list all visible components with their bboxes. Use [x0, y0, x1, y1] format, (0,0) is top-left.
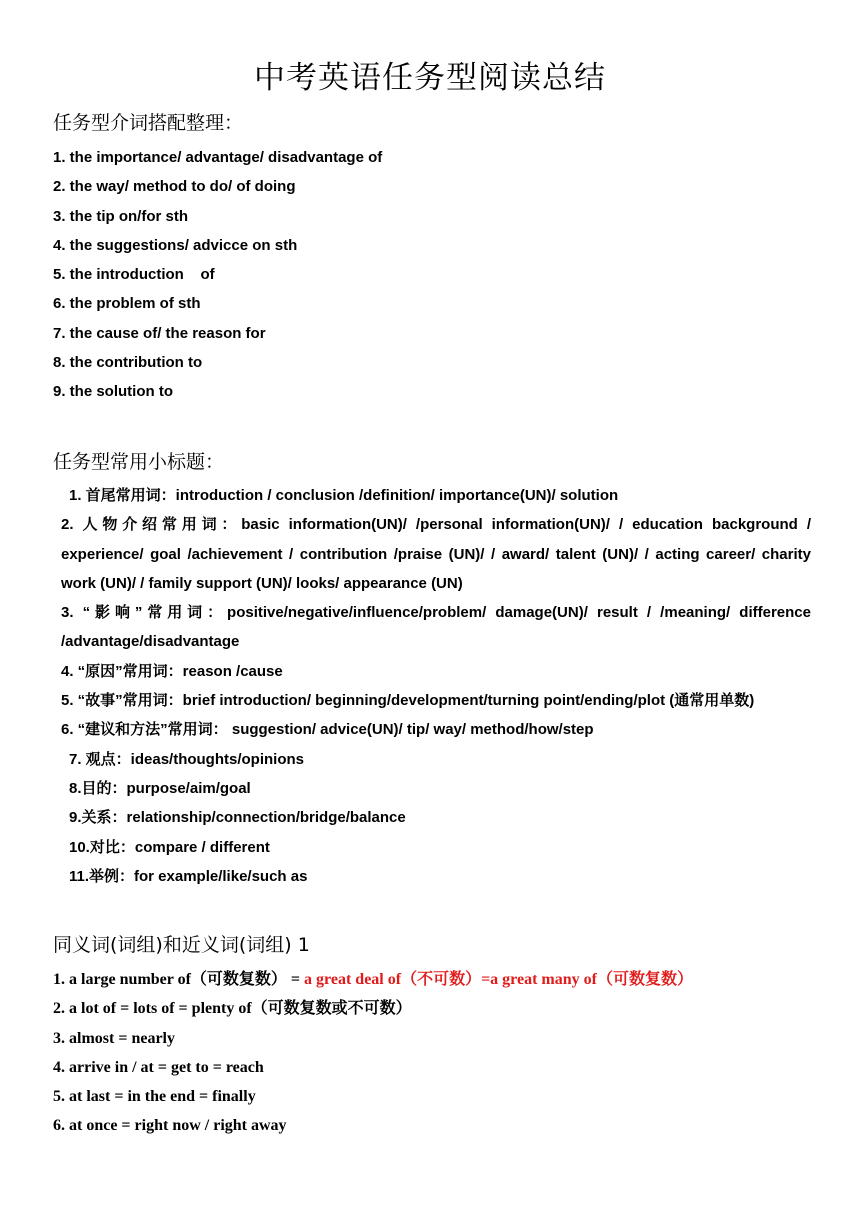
list-item: 8. the contribution to — [53, 354, 203, 372]
list-item: 7. the cause of/ the reason for — [53, 324, 266, 342]
section-heading-prepositions: 任务型介词搭配整理： — [53, 112, 244, 134]
list-item: 5. “故事”常用词：brief introduction/ beginning/development/turning point/ending/plot (通常用单数) — [61, 692, 755, 710]
list-item: 4. the suggestions/ advicce on sth — [53, 236, 298, 254]
list-item: 3. the tip on/for sth — [53, 207, 188, 225]
synonym-item-1-text: 1. a large number of（可数复数） = — [53, 971, 305, 988]
list-item: 6. “建议和方法”常用词： suggestion/ advice(UN)/ tip/ way/ method/how/step — [61, 721, 594, 739]
list-item: 5. at last = in the end = finally — [53, 1088, 256, 1106]
list-item: 11.举例：for example/like/such as — [69, 867, 308, 885]
list-item: 5. the introduction of — [53, 266, 215, 284]
list-item: 6. the problem of sth — [53, 295, 201, 313]
synonym-list — [53, 965, 693, 1141]
section-heading-subtitles: 任务型常用小标题： — [53, 451, 225, 473]
list-item: 8.目的：purpose/aim/goal — [69, 779, 251, 797]
synonyms-heading-text: 同义词(词组)和近义词(词组) 1 — [53, 934, 310, 956]
list-item: 2. the way/ method to do/ of doing — [53, 178, 296, 196]
list-item: 4. “原因”常用词：reason /cause — [61, 662, 283, 680]
list-item: 2. 人物介绍常用词：basic information(UN)/ /personal information(UN)/ / education background / experience/ goal /achievement / contribution /praise (UN)/ / award/ talent (UN)/ / acting career/ charity work (UN)/ / family support (UN)/ looks/ appearance (UN) — [61, 516, 811, 592]
list-item: 9.关系：relationship/connection/bridge/balance — [69, 809, 406, 827]
list-item: 7. 观点：ideas/thoughts/opinions — [69, 750, 305, 768]
list-item: 2. a lot of = lots of = plenty of（可数复数或不可数） — [53, 1000, 412, 1018]
list-item: 3. almost = nearly — [53, 1029, 175, 1047]
list-item: 1. 首尾常用词：introduction / conclusion /definition/ importance(UN)/ solution — [69, 487, 619, 504]
list-item: 9. the solution to — [53, 383, 173, 401]
list-item: 6. at once = right now / right away — [53, 1117, 287, 1135]
preposition-list — [53, 143, 382, 407]
list-item: 10.对比：compare / different — [69, 838, 270, 856]
subtitle-list — [53, 481, 811, 891]
list-item: 1. the importance/ advantage/ disadvantage of — [53, 149, 383, 166]
list-item: 3. “影响”常用词：positive/negative/influence/problem/ damage(UN)/ result / /meaning/ difference /advantage/disadvantage — [61, 604, 811, 651]
list-item — [53, 965, 693, 994]
section-heading-synonyms — [53, 930, 310, 957]
page-title: 中考英语任务型阅读总结 — [254, 60, 606, 96]
synonym-item-1-highlight: a great deal of（不可数）=a great many of（可数复数） — [304, 971, 693, 988]
list-item: 4. arrive in / at = get to = reach — [53, 1058, 264, 1076]
